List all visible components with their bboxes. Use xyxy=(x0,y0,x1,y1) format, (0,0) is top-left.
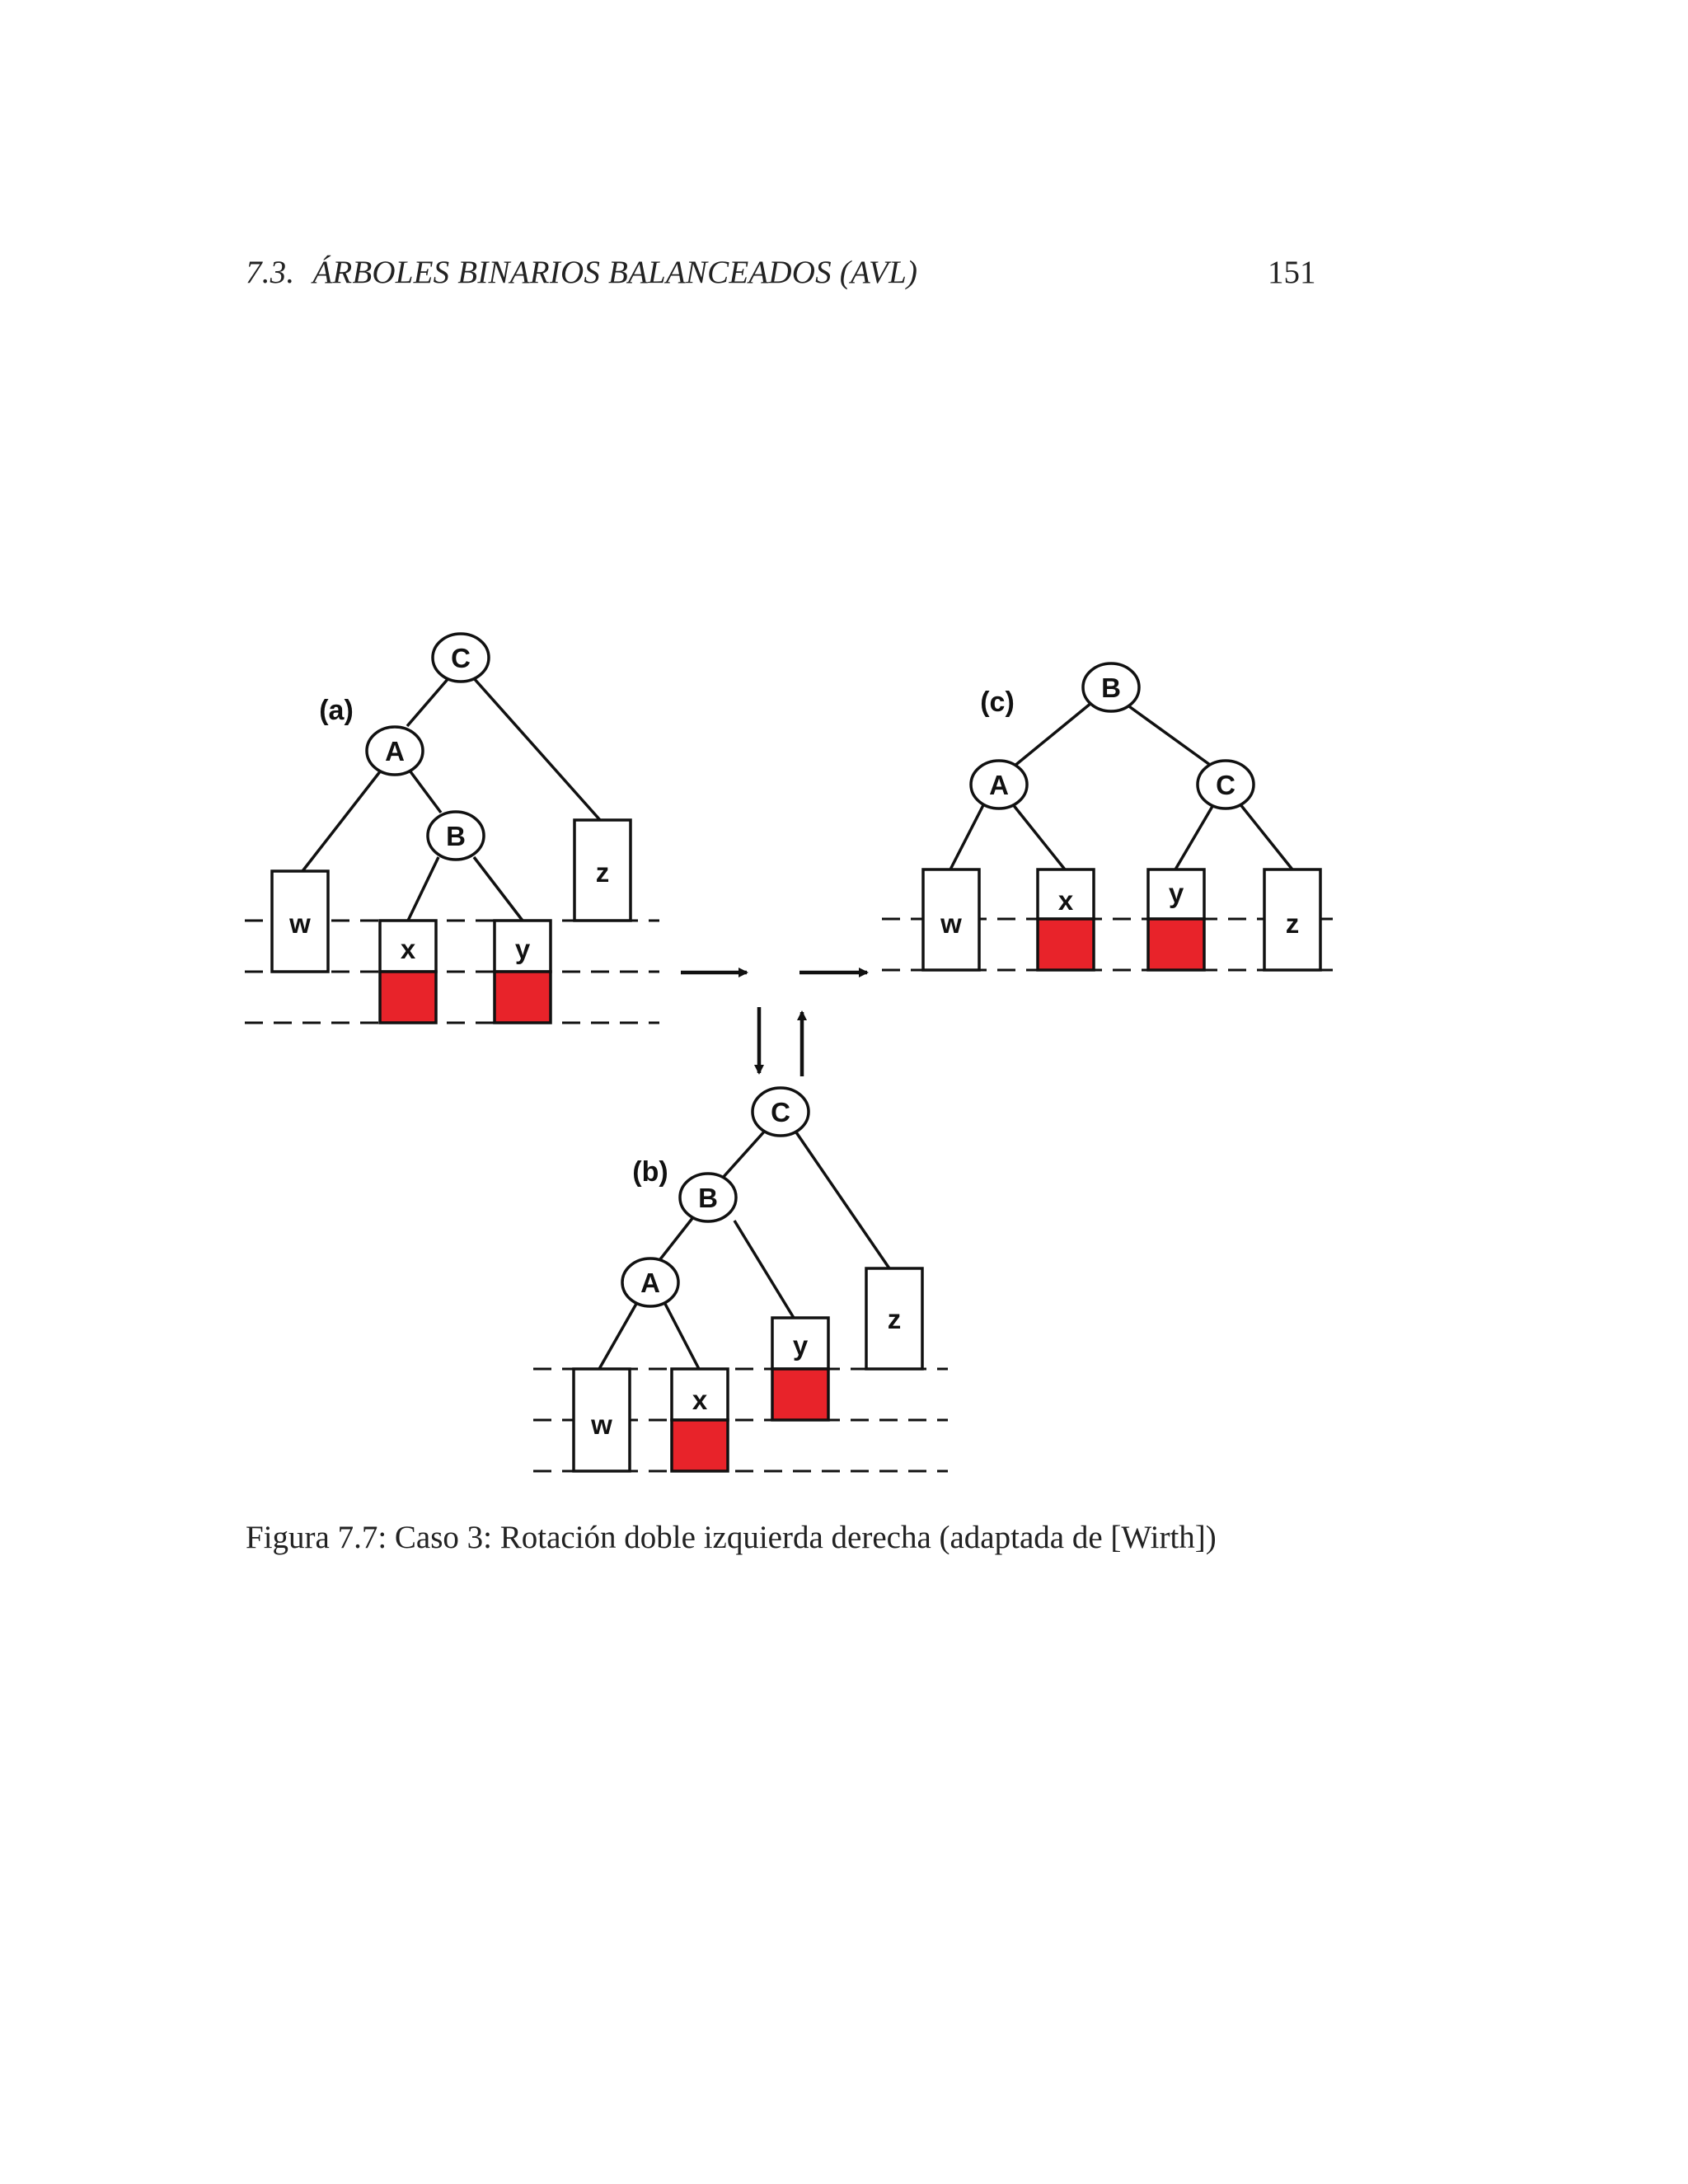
section-number: 7.3. xyxy=(246,255,295,290)
node-A-label: A xyxy=(640,1268,660,1298)
node-A-label: A xyxy=(385,736,405,766)
figure-caption: Figura 7.7: Caso 3: Rotación doble izquierda derecha (adaptada de [Wirth]) xyxy=(246,1520,1217,1555)
subtree-y-label: y xyxy=(514,934,531,964)
subtree-y-overflow xyxy=(495,972,551,1023)
panel-c xyxy=(882,663,1337,970)
subtree-z-label: z xyxy=(1285,908,1300,939)
node-B-label: B xyxy=(698,1183,718,1213)
panel-a-label: (a) xyxy=(319,695,354,726)
subtree-y-overflow xyxy=(772,1369,828,1420)
panel-a xyxy=(245,634,659,1023)
subtree-x-label: x xyxy=(1057,885,1074,916)
node-C-label: C xyxy=(1216,770,1236,800)
node-A-label: A xyxy=(989,770,1009,800)
panel-b-label: (b) xyxy=(632,1156,668,1188)
subtree-w-label: w xyxy=(591,1409,612,1440)
subtree-x-overflow xyxy=(380,972,436,1023)
node-B-label: B xyxy=(446,821,466,851)
subtree-w-label: w xyxy=(289,908,311,939)
node-C-label: C xyxy=(771,1097,790,1127)
subtree-x-overflow xyxy=(1038,919,1094,970)
subtree-z-label: z xyxy=(887,1304,902,1334)
panel-c-label: (c) xyxy=(980,687,1015,718)
panel-b xyxy=(533,1088,948,1471)
page-number: 151 xyxy=(1268,255,1316,290)
subtree-y-label: y xyxy=(792,1330,809,1361)
subtree-z-label: z xyxy=(595,857,610,888)
subtree-y-label: y xyxy=(1168,878,1184,908)
subtree-w-label: w xyxy=(940,908,962,939)
node-B-label: B xyxy=(1101,673,1121,703)
node-C-label: C xyxy=(451,643,471,673)
subtree-x-overflow xyxy=(672,1420,728,1471)
transition-arrows xyxy=(681,972,867,1076)
subtree-x-label: x xyxy=(400,934,416,964)
section-title: ÁRBOLES BINARIOS BALANCEADOS (AVL) xyxy=(312,255,918,290)
subtree-x-label: x xyxy=(692,1385,708,1415)
subtree-y-overflow xyxy=(1148,919,1204,970)
